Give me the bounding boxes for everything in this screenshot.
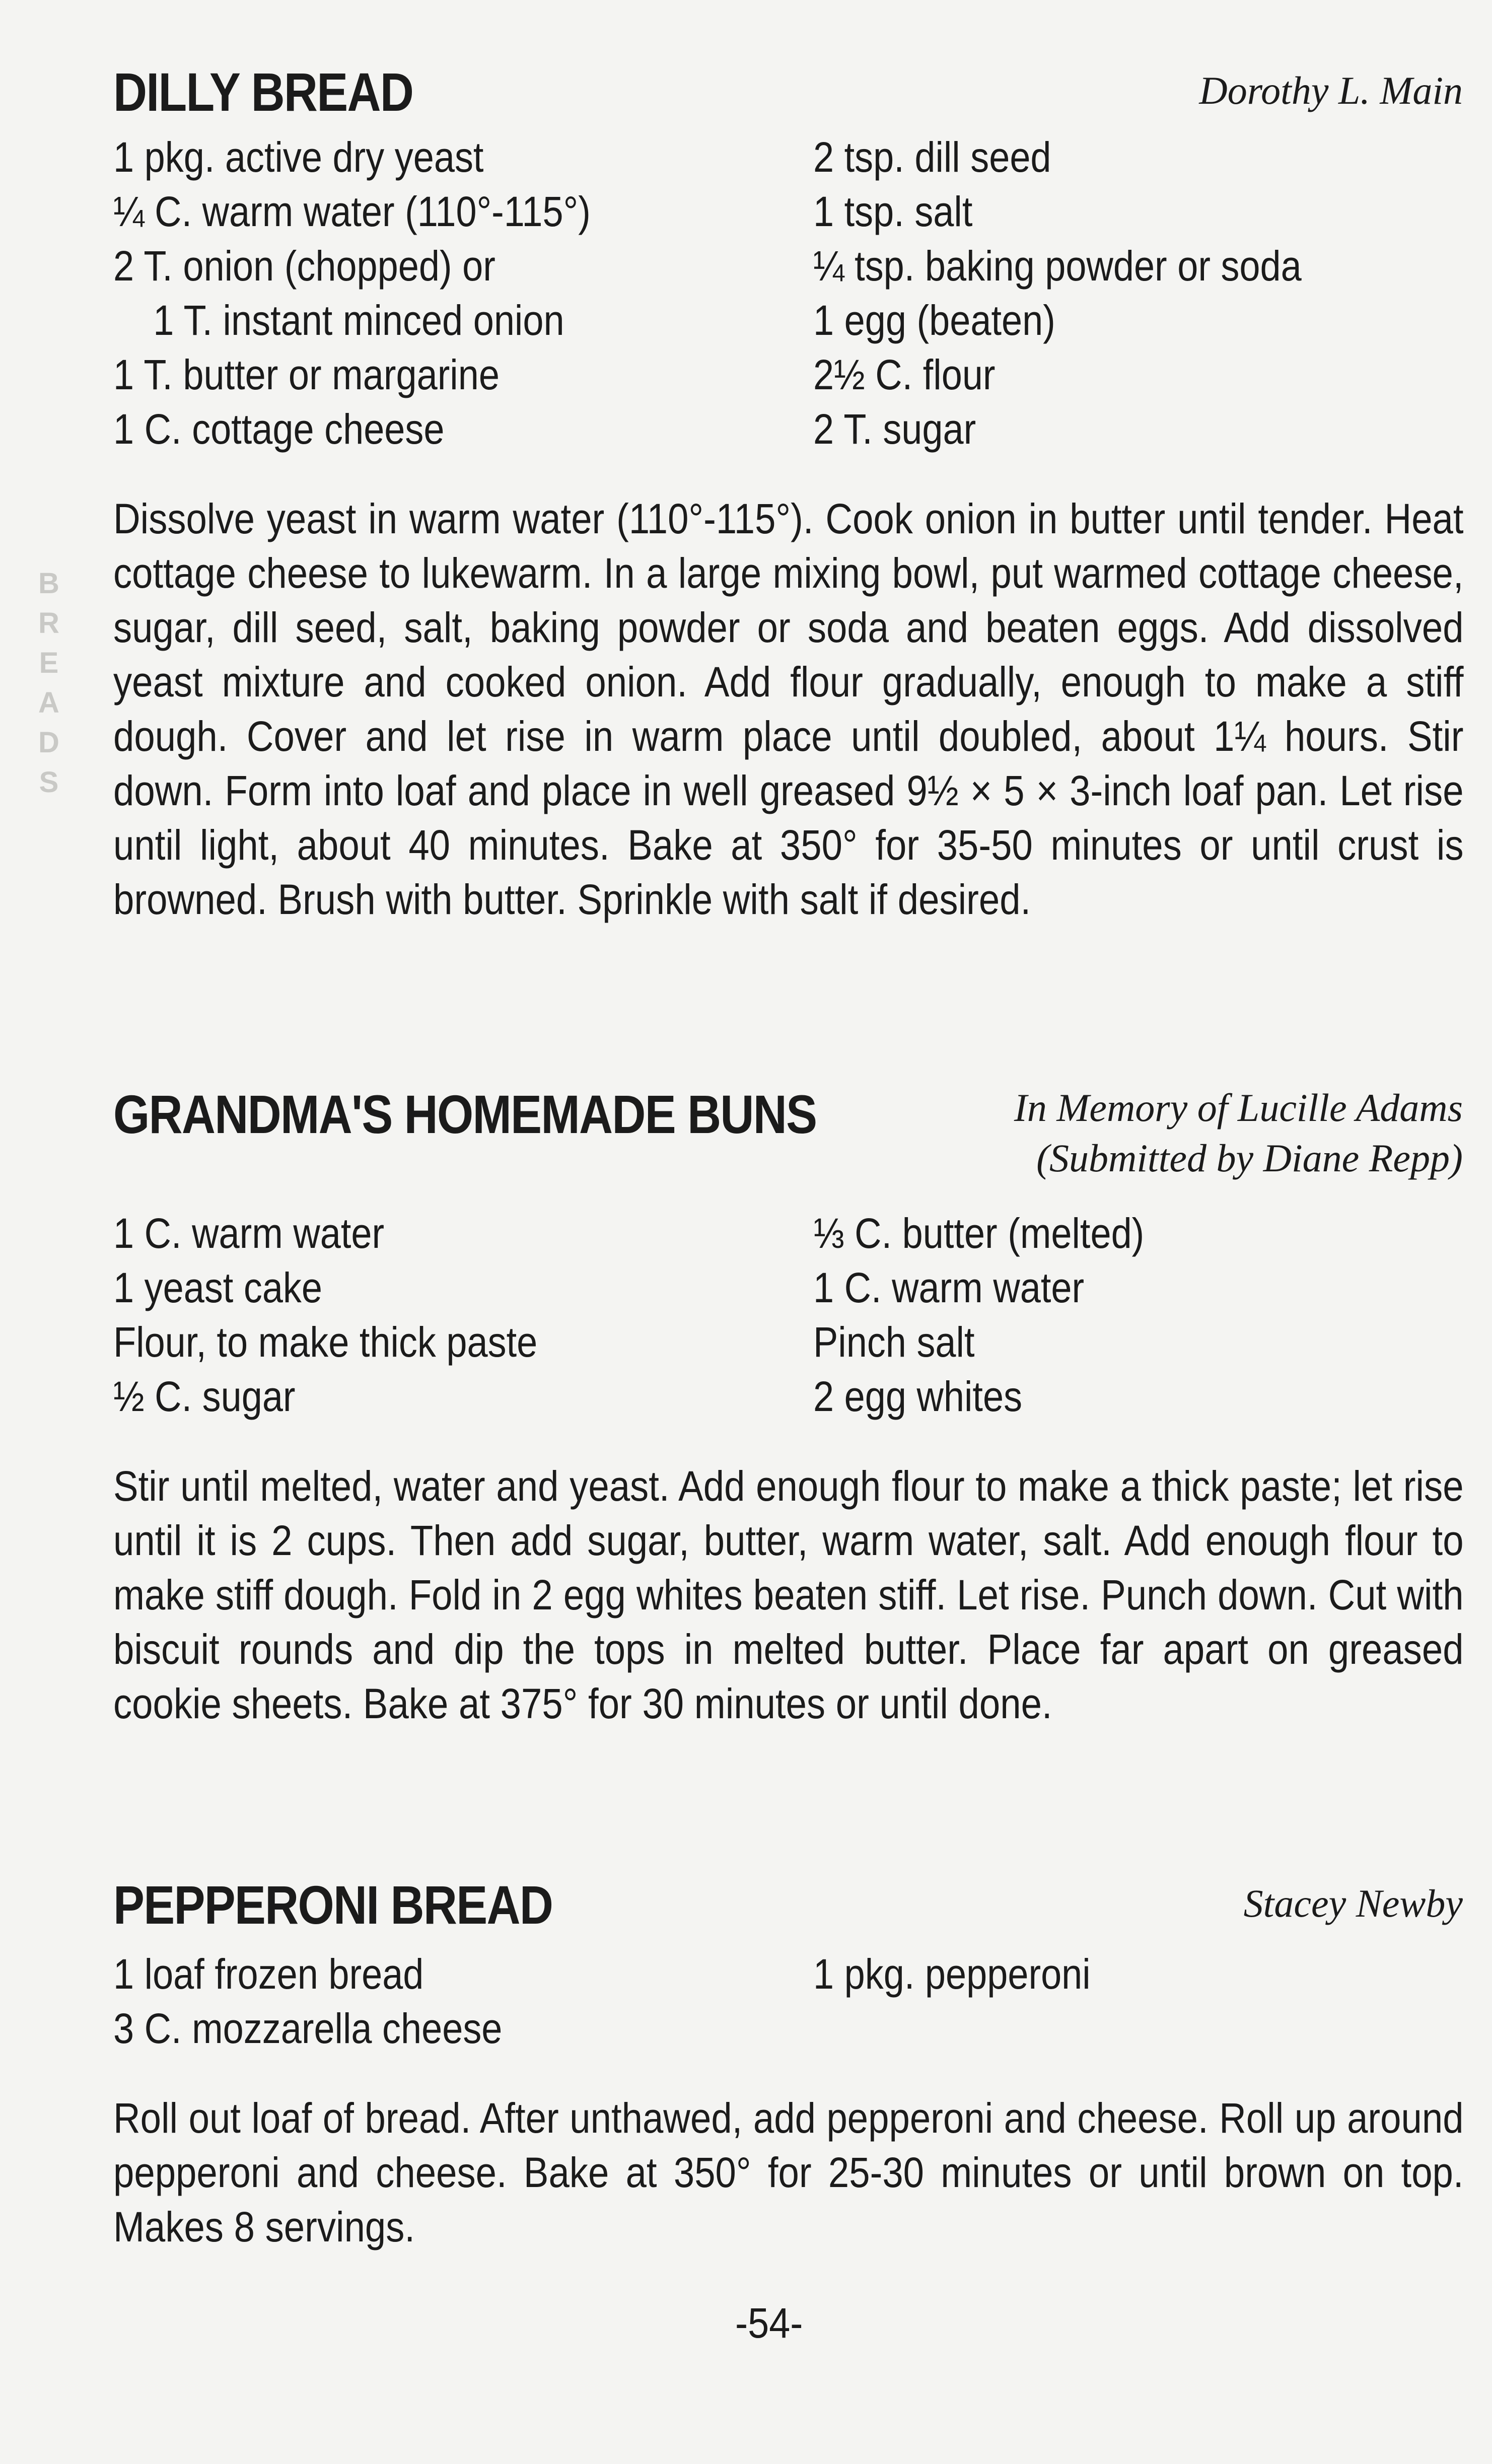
ingredient: 1 yeast cake — [113, 1264, 323, 1311]
recipe-title: GRANDMA'S HOMEMADE BUNS — [113, 1084, 817, 1145]
ingredient: ¼ C. warm water (110°-115°) — [113, 188, 591, 235]
ingredient: 1 C. cottage cheese — [113, 405, 445, 453]
ingredient: 3 C. mozzarella cheese — [113, 2005, 503, 2052]
ingredient: Flour, to make thick paste — [113, 1318, 538, 1366]
ingredient-list — [113, 130, 1463, 456]
ingredient: 2 T. onion (chopped) or — [113, 242, 495, 290]
recipe-directions: Roll out loaf of bread. After unthawed, add pepperoni and cheese. Roll up around pepperoni and cheese. Bake at 350° for 25-30 minutes or until brown on top. Makes 8 servings. — [113, 2094, 1464, 2250]
ingredient: 1 T. butter or margarine — [113, 351, 500, 398]
credit-line: (Submitted by Diane Repp) — [1036, 1136, 1463, 1180]
ingredient: 1 pkg. active dry yeast — [113, 133, 484, 181]
credit-line: In Memory of Lucille Adams — [1014, 1086, 1463, 1130]
ingredient: ¼ tsp. baking powder or soda — [813, 242, 1302, 290]
ingredient: 1 egg (beaten) — [813, 297, 1055, 344]
ingredient-column-right — [813, 130, 1345, 456]
recipe-pepperoni-bread — [113, 1873, 1463, 2254]
side-tab-letter: B — [38, 567, 59, 600]
recipe-header — [113, 1078, 1463, 1178]
ingredient: ½ C. sugar — [113, 1373, 296, 1420]
ingredient: 1 T. instant minced onion — [153, 297, 564, 344]
section-tab-breads — [26, 567, 72, 799]
ingredient: 1 C. warm water — [113, 1210, 385, 1257]
side-tab-letter: R — [38, 607, 59, 640]
page-number: -54- — [735, 2299, 803, 2347]
ingredient-column-left — [113, 1206, 729, 1424]
side-tab-letter: A — [38, 686, 59, 719]
ingredient: 1 C. warm water — [813, 1264, 1085, 1311]
ingredient: Pinch salt — [813, 1318, 975, 1366]
ingredient: 2 tsp. dill seed — [813, 133, 1051, 181]
recipe-dilly-bread — [113, 60, 1463, 927]
ingredient: ⅓ C. butter (melted) — [813, 1210, 1145, 1257]
recipe-credit — [1014, 1083, 1463, 1183]
recipe-credit — [1244, 1878, 1463, 1929]
recipe-directions: Stir until melted, water and yeast. Add enough flour to make a thick paste; let rise until it is 2 cups. Then add sugar, butter, warm water, salt. Add enough flour to make stiff dough. Fold in 2 egg whites beaten stiff. Let rise. Punch down. Cut with biscuit rounds and dip the tops in melted butter. Place far apart on greased cookie sheets. Bake at 375° for 30 minutes or until done. — [113, 1462, 1464, 1727]
ingredient: 1 loaf frozen bread — [113, 1950, 424, 1998]
ingredient-list — [113, 1206, 1463, 1424]
ingredient: 1 pkg. pepperoni — [813, 1950, 1091, 1998]
credit-line: Stacey Newby — [1243, 1881, 1463, 1925]
recipe-credit — [1199, 65, 1463, 116]
ingredient-column-left — [113, 1947, 729, 2056]
ingredient: 2 egg whites — [813, 1373, 1023, 1420]
side-tab-letter: D — [38, 726, 59, 759]
recipe-title: DILLY BREAD — [113, 61, 413, 122]
recipe-header — [113, 60, 1463, 131]
ingredient-column-left — [113, 130, 729, 456]
recipe-directions: Dissolve yeast in warm water (110°-115°). Cook onion in butter until tender. Heat cottage cheese to lukewarm. In a large mixing bowl, put warmed cottage cheese, sugar, dill seed, salt, baking powder or soda and beaten eggs. Add dissolved yeast mixture and cooked onion. Add flour gradually, enough to make a stiff dough. Cover and let rise in warm place until doubled, about 1¼ hours. Stir down. Form into loaf and place in well greased 9½ × 5 × 3-inch loaf pan. Let rise until light, about 40 minutes. Bake at 350° for 35-50 minutes or until crust is browned. Brush with butter. Sprinkle with salt if desired. — [113, 495, 1464, 923]
ingredient: 2½ C. flour — [813, 351, 996, 398]
ingredient-column-right — [813, 1947, 1345, 2056]
recipe-grandmas-homemade-buns — [113, 1078, 1463, 1731]
ingredient: 1 tsp. salt — [813, 188, 973, 235]
recipe-title: PEPPERONI BREAD — [113, 1874, 553, 1935]
ingredient: 2 T. sugar — [813, 405, 976, 453]
ingredient-column-right — [813, 1206, 1345, 1424]
side-tab-letter: S — [39, 766, 59, 799]
credit-line: Dorothy L. Main — [1199, 68, 1463, 112]
ingredient-list — [113, 1947, 1463, 2056]
side-tab-letter: E — [39, 647, 59, 679]
recipe-header — [113, 1873, 1463, 1944]
